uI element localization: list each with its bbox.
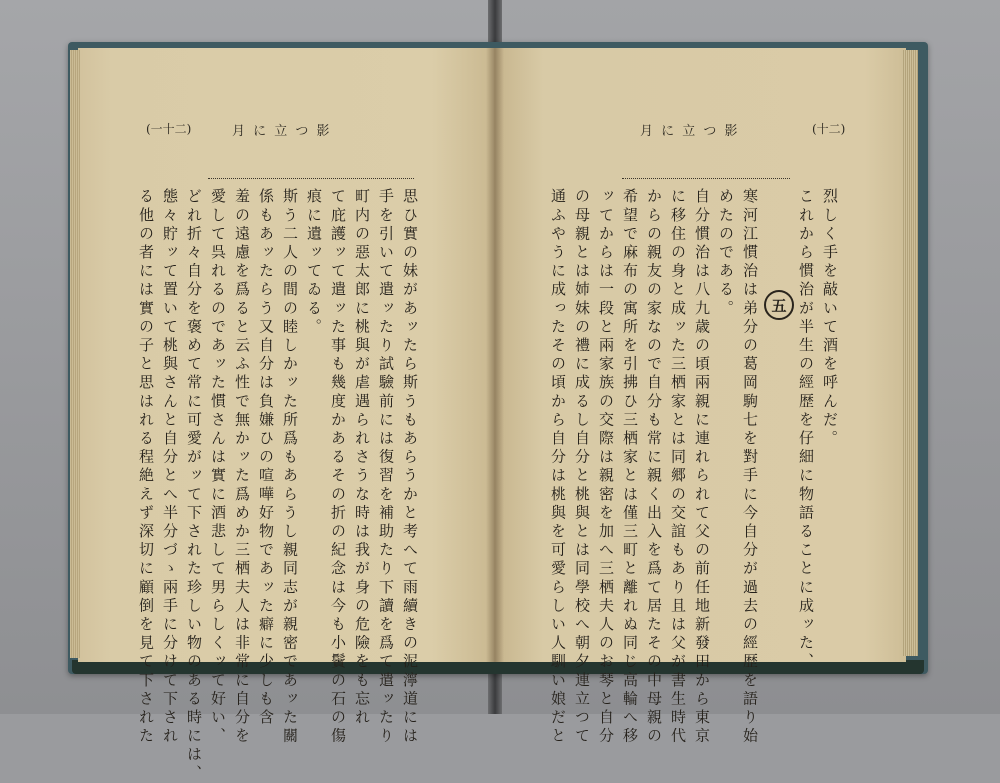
left-text-column-10: どれ折々自分を褒めて常に可愛がッて下された珍しい物のある時には、 — [185, 188, 203, 783]
section-number-mark: 五 — [764, 290, 794, 320]
right-header-rule — [622, 178, 790, 179]
right-text-column-7: からの親友の家なので自分も常に親く出入を爲て居たその中母親の — [645, 188, 663, 746]
right-text-column-6: に移住の身と成ッた三栖家とは同郷の交誼もあり且は父が書生時代 — [669, 188, 687, 746]
left-text-column-9: 愛して呉れるのであッた慣さんは實に酒悲して男らしくッて好い、 — [209, 188, 227, 746]
left-text-column-1: 思ひ實の妹があッたら斯うもあらうかと考へて雨續きの泥濘道には — [401, 188, 419, 746]
right-text-column-3: 寒河江慣治は弟分の葛岡駒七を對手に今自分が過去の經歴を語り始 — [741, 188, 759, 746]
right-text-column-11: 通ふやうに成ったその頃から自分は桃與を可愛らしい人馴い娘だと — [549, 188, 567, 746]
left-text-column-6: 斯う二人の間の睦しかッた所爲もあらうし親同志が親密であッた關 — [281, 188, 299, 746]
right-text-column-1: 烈しく手を敲いて酒を呼んだ。 — [821, 188, 839, 449]
left-page-number: (一十二) — [146, 122, 192, 136]
right-page-header-title: 月 に 立 つ 影 — [640, 124, 740, 139]
right-page-number: (十二) — [812, 122, 846, 136]
left-text-column-5: 痕に遺ッてゐる。 — [305, 188, 323, 337]
left-text-column-11: 態々貯ッて置いて桃與さんと自分とへ半分づゝ兩手に分けて下され — [161, 188, 179, 746]
left-page-header-title: 月 に 立 つ 影 — [232, 124, 332, 139]
left-text-column-2: 手を引いて遣ッたり試驗前には復習を補助たり下讀を爲て遣ッたり — [377, 188, 395, 746]
right-text-column-9: ッてからは一段と兩家族の交際は親密を加へ三栖夫人のお琴と自分 — [597, 188, 615, 746]
left-text-column-12: る他の者には實の子と思はれる程絶えず深切に顧倒を見て下された — [137, 188, 155, 746]
left-text-column-4: て庇護ッて遣ッた事も幾度かあるその折の紀念は今も小鬢の石の傷 — [329, 188, 347, 746]
right-text-column-8: 希望で麻布の寓所を引拂ひ三栖家とは僅三町と離れぬ同じ高輪へ移 — [621, 188, 639, 746]
left-header-rule — [208, 178, 414, 179]
left-text-column-3: 町内の惡太郎に桃與が虐遇られさうな時は我が身の危險をも忘れ — [353, 188, 371, 728]
right-text-column-10: の母親とは姉妹の禮に成るし自分と桃與とは同學校へ朝夕連立つて — [573, 188, 591, 746]
right-text-column-5: 自分慣治は八九歳の頃兩親に連れられて父の前任地新發田から東京 — [693, 188, 711, 746]
right-text-column-2: これから慣治が半生の經歴を仔細に物語ることに成ッた、 — [797, 188, 815, 672]
left-text-column-8: 羞の遠慮を爲ると云ふ性で無かッた爲めか三栖夫人は非常に自分を — [233, 188, 251, 746]
right-text-column-4: めたのである。 — [717, 188, 735, 319]
left-text-column-7: 係もあッたらう又自分は負嫌ひの喧嘩好物であッた癖に少しも含 — [257, 188, 275, 728]
